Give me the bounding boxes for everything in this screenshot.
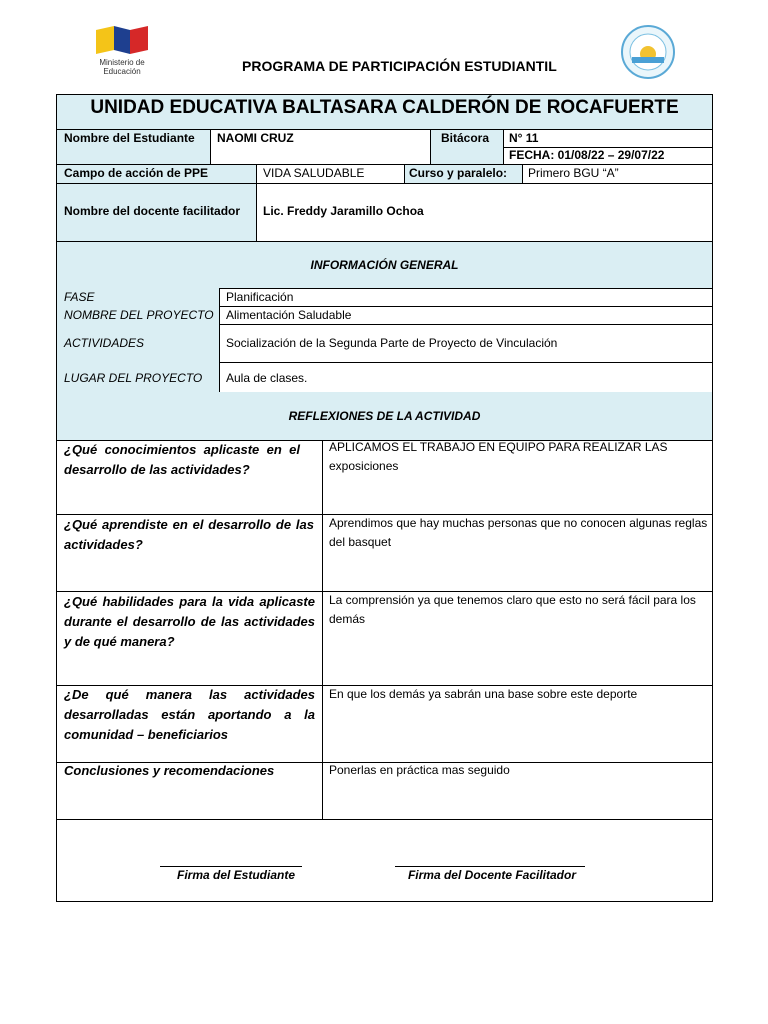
- ppe-field-value: VIDA SALUDABLE: [263, 166, 365, 180]
- student-name-value: NAOMI CRUZ: [217, 131, 294, 145]
- teacher-signature-label: Firma del Docente Facilitador: [407, 868, 577, 882]
- program-title: PROGRAMA DE PARTICIPACIÓN ESTUDIANTIL: [242, 58, 557, 74]
- bitacora-date: FECHA: 01/08/22 – 29/07/22: [509, 148, 665, 162]
- bitacora-number: N° 11: [509, 131, 539, 145]
- project-name-value: Alimentación Saludable: [226, 308, 352, 322]
- phase-label: FASE: [64, 290, 95, 304]
- student-signature-line: [160, 866, 302, 867]
- reflection-answer: APLICAMOS EL TRABAJO EN EQUIPO PARA REALIZAR LAS exposiciones: [329, 440, 668, 473]
- reflection-question: ¿Qué conocimientos aplicaste en el desarrollo de las actividades?: [64, 442, 300, 477]
- reflection-answer: La comprensión ya que tenemos claro que esto no será fácil para los demás: [329, 593, 696, 626]
- reflection-question: ¿Qué aprendiste en el desarrollo de las actividades?: [64, 517, 314, 552]
- reflection-answer: Ponerlas en práctica mas seguido: [329, 763, 510, 777]
- school-seal-icon: [617, 24, 679, 80]
- activities-value: Socialización de la Segunda Parte de Proyecto de Vinculación: [226, 336, 558, 350]
- reflection-answer: Aprendimos que hay muchas personas que no conocen algunas reglas del basquet: [329, 516, 708, 549]
- teacher-signature-line: [395, 866, 585, 867]
- general-info-title: INFORMACIÓN GENERAL: [310, 258, 459, 272]
- project-name-label: NOMBRE DEL PROYECTO: [64, 308, 214, 322]
- student-signature-label: Firma del Estudiante: [176, 868, 296, 882]
- course-label: Curso y paralelo:: [409, 166, 508, 180]
- teacher-value: Lic. Freddy Jaramillo Ochoa: [263, 204, 424, 218]
- reflection-question: ¿Qué habilidades para la vida aplicaste durante el desarrollo de las actividades y de qué manera?: [64, 594, 315, 649]
- project-place-label: LUGAR DEL PROYECTO: [64, 371, 203, 385]
- school-seal: [617, 24, 679, 80]
- student-name-label: Nombre del Estudiante: [64, 131, 195, 145]
- ministry-logo: [86, 20, 158, 76]
- teacher-label: Nombre del docente facilitador: [64, 204, 241, 218]
- reflection-answer: En que los demás ya sabrán una base sobre este deporte: [329, 687, 638, 701]
- reflection-question: ¿De qué manera las actividades desarrolladas están aportando a la comunidad – beneficiarios: [64, 687, 315, 742]
- reflections-title: REFLEXIONES DE LA ACTIVIDAD: [288, 409, 481, 423]
- project-place-value: Aula de clases.: [226, 371, 308, 385]
- ministry-logo-text: Ministerio de Educación: [99, 58, 145, 76]
- activities-label: ACTIVIDADES: [64, 336, 145, 350]
- bitacora-label: Bitácora: [441, 131, 490, 145]
- course-value: Primero BGU “A”: [528, 166, 619, 180]
- ppe-field-label: Campo de acción de PPE: [64, 166, 209, 180]
- reflection-question: Conclusiones y recomendaciones: [64, 763, 275, 778]
- school-name: UNIDAD EDUCATIVA BALTASARA CALDERÓN DE ROCAFUERTE: [90, 97, 679, 118]
- phase-value: Planificación: [226, 290, 294, 304]
